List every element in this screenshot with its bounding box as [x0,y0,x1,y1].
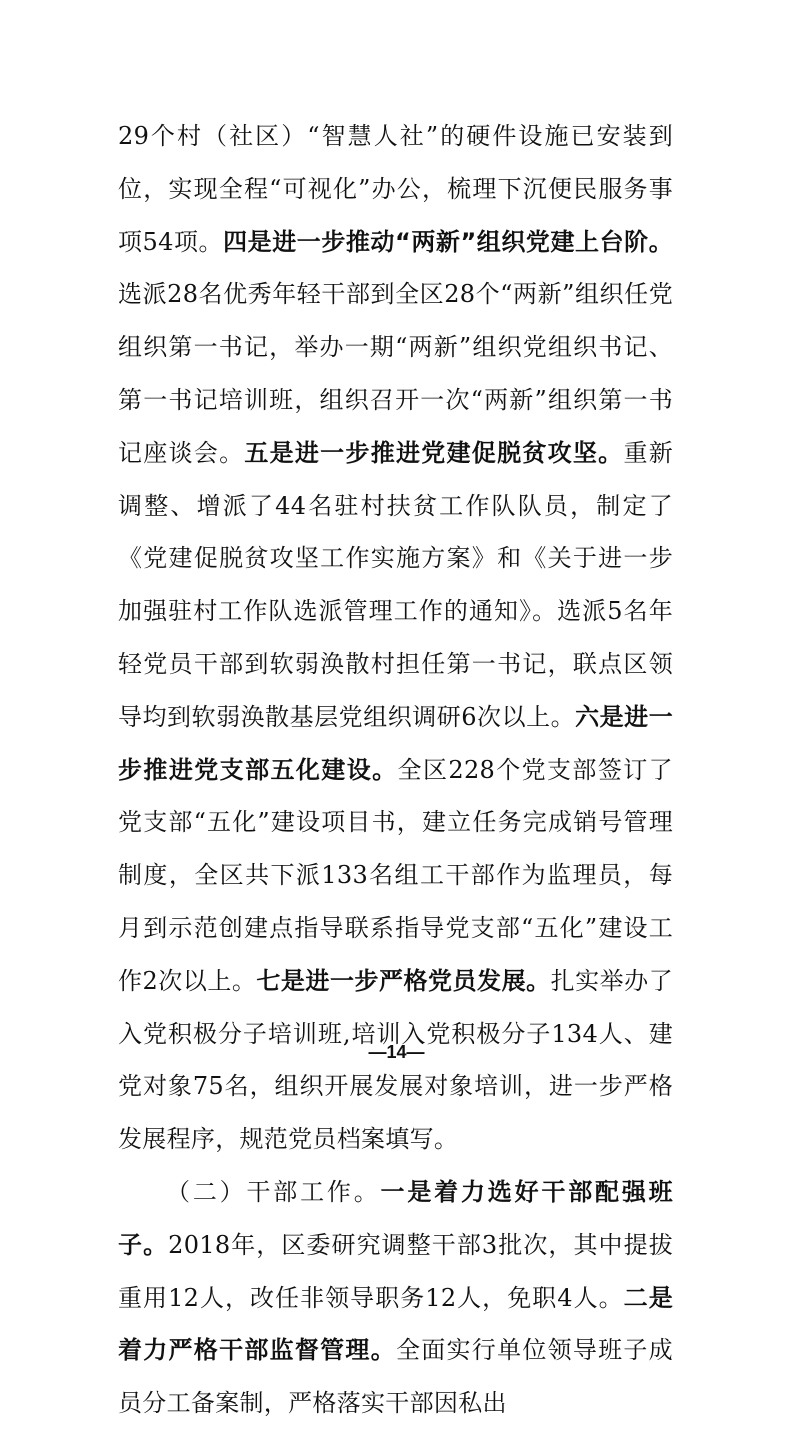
document-body [118,110,673,1430]
paragraph [118,110,673,1166]
page-number: —14— [368,1042,425,1062]
text-run: （二）干部工作。 [166,1177,381,1206]
bold-heading-run: 五是进一步推进党建促脱贫攻坚。 [244,438,624,467]
text-run: 选派28名优秀年轻干部到全区28个“两新”组织任党组织第一书记，举办一期“两新”组织党组织书记、第一书记培训班，组织召开一次“两新”组织第一书记座谈会。 [118,280,673,467]
bold-heading-run: 七是进一步严格党员发展。 [256,966,551,995]
paragraph [118,1166,673,1430]
text-run: 2018年，区委研究调整干部3批次，其中提拔重用12人，改任非领导职务12人，免职4人。 [118,1230,673,1312]
bold-heading-run: 二是着力严格干部监督管理。 [118,1283,673,1365]
text-run: 全区228个党支部签订了党支部“五化”建设项目书，建立任务完成销号管理制度，全区共下派133名组工干部作为监理员，每月到示范创建点指导联系指导党支部“五化”建设工作2次以上。 [118,755,673,995]
bold-heading-run: 四是进一步推动“两新”组织党建上台阶。 [223,227,673,256]
text-run: 全面实行单位领导班子成员分工备案制，严格落实干部因私出 [118,1336,673,1418]
bold-heading-run: 六是进一步推进党支部五化建设。 [118,702,673,784]
text-run: 扎实举办了入党积极分子培训班,培训入党积极分子134人、建党对象75名，组织开展发展对象培训，进一步严格发展程序，规范党员档案填写。 [118,966,673,1154]
text-run: 29个村（社区）“智慧人社”的硬件设施已安装到位，实现全程“可视化”办公，梳理下沉便民服务事项54项。 [118,122,673,256]
text-run: 重新调整、增派了44名驻村扶贫工作队队员，制定了《党建促脱贫攻坚工作实施方案》和《关于进一步加强驻村工作队选派管理工作的通知》。选派5名年轻党员干部到软弱涣散村担任第一书记，联点区领导均到软弱涣散基层党组织调研6次以上。 [118,438,674,731]
bold-heading-run: 一是着力选好干部配强班子。 [118,1177,673,1259]
